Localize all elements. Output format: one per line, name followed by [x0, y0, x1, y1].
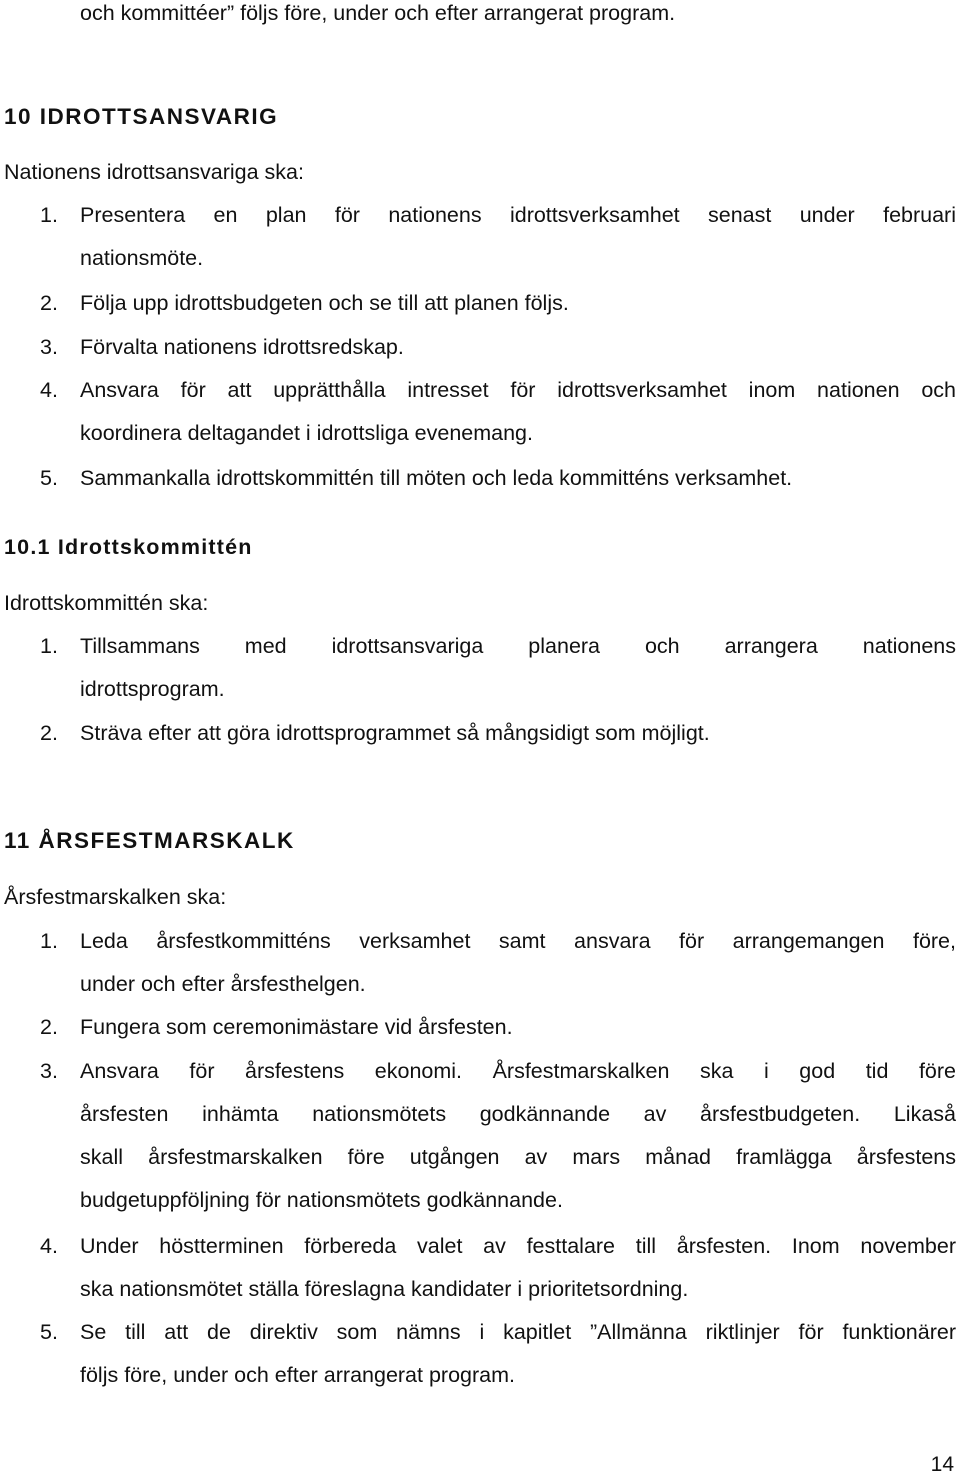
list-item: [4, 194, 956, 280]
list-item: [4, 625, 956, 711]
list-text: Se till att de direktiv som nämns i kapitlet ”Allmänna riktlinjer för funktionärer: [80, 1320, 956, 1344]
list-number: 1.: [40, 203, 58, 227]
list-number: 4.: [40, 1234, 58, 1258]
list-number: 3.: [40, 335, 58, 359]
list-text: Förvalta nationens idrottsredskap.: [80, 335, 404, 359]
list-text: Tillsammans med idrottsansvariga planera och arrangera nationens: [80, 634, 956, 658]
list-item: [4, 1225, 956, 1311]
list-item: [4, 457, 956, 500]
list-item: [4, 712, 956, 755]
list-text: Ansvara för årsfestens ekonomi. Årsfestmarskalken ska i god tid före: [80, 1059, 956, 1083]
list-text: Presentera en plan för nationens idrottsverksamhet senast under februari: [80, 203, 956, 227]
list-text: årsfesten inhämta nationsmötets godkännande av årsfestbudgeten. Likaså: [80, 1102, 956, 1126]
section-11-intro: Årsfestmarskalken ska:: [4, 885, 227, 909]
list-text: Leda årsfestkommitténs verksamhet samt ansvara för arrangemangen före,: [80, 929, 956, 953]
list-number: 5.: [40, 466, 58, 490]
list-text: koordinera deltagandet i idrottsliga evenemang.: [80, 421, 533, 445]
list-text: Följa upp idrottsbudgeten och se till att planen följs.: [80, 291, 569, 315]
list-number: 2.: [40, 721, 58, 745]
list-number: 2.: [40, 1015, 58, 1039]
list-item: [4, 1311, 956, 1397]
list-number: 1.: [40, 929, 58, 953]
section-10-1-intro: Idrottskommittén ska:: [4, 591, 209, 615]
list-item: [4, 326, 956, 369]
list-item: [4, 282, 956, 325]
list-item: [4, 369, 956, 455]
section-10-heading: 10 IDROTTSANSVARIG: [4, 104, 279, 129]
list-text: ska nationsmötet ställa föreslagna kandidater i prioritetsordning.: [80, 1277, 689, 1301]
section-11-heading: 11 ÅRSFESTMARSKALK: [4, 828, 295, 853]
list-text: skall årsfestmarskalken före utgången av mars månad framlägga årsfestens: [80, 1145, 956, 1169]
list-number: 3.: [40, 1059, 58, 1083]
continuation-text: och kommittéer” följs före, under och efter arrangerat program.: [80, 1, 676, 25]
list-text: Under höstterminen förbereda valet av festtalare till årsfesten. Inom november: [80, 1234, 956, 1258]
list-item: [4, 1050, 956, 1222]
list-text: budgetuppföljning för nationsmötets godkännande.: [80, 1188, 563, 1212]
list-text: Sträva efter att göra idrottsprogrammet så mångsidigt som möjligt.: [80, 721, 710, 745]
list-number: 5.: [40, 1320, 58, 1344]
list-number: 2.: [40, 291, 58, 315]
list-text: följs före, under och efter arrangerat program.: [80, 1363, 515, 1387]
list-text: nationsmöte.: [80, 246, 204, 270]
list-text: under och efter årsfesthelgen.: [80, 972, 366, 996]
section-10-1-heading: 10.1 Idrottskommittén: [4, 535, 253, 559]
list-number: 4.: [40, 378, 58, 402]
list-item: [4, 1006, 956, 1049]
list-text: Fungera som ceremonimästare vid årsfesten.: [80, 1015, 513, 1039]
list-text: idrottsprogram.: [80, 677, 225, 701]
section-10-intro: Nationens idrottsansvariga ska:: [4, 160, 304, 184]
list-number: 1.: [40, 634, 58, 658]
list-item: [4, 920, 956, 1006]
page-number: 14: [930, 1453, 954, 1476]
list-text: Sammankalla idrottskommittén till möten och leda kommitténs verksamhet.: [80, 466, 793, 490]
list-text: Ansvara för att upprätthålla intresset för idrottsverksamhet inom nationen och: [80, 378, 956, 402]
